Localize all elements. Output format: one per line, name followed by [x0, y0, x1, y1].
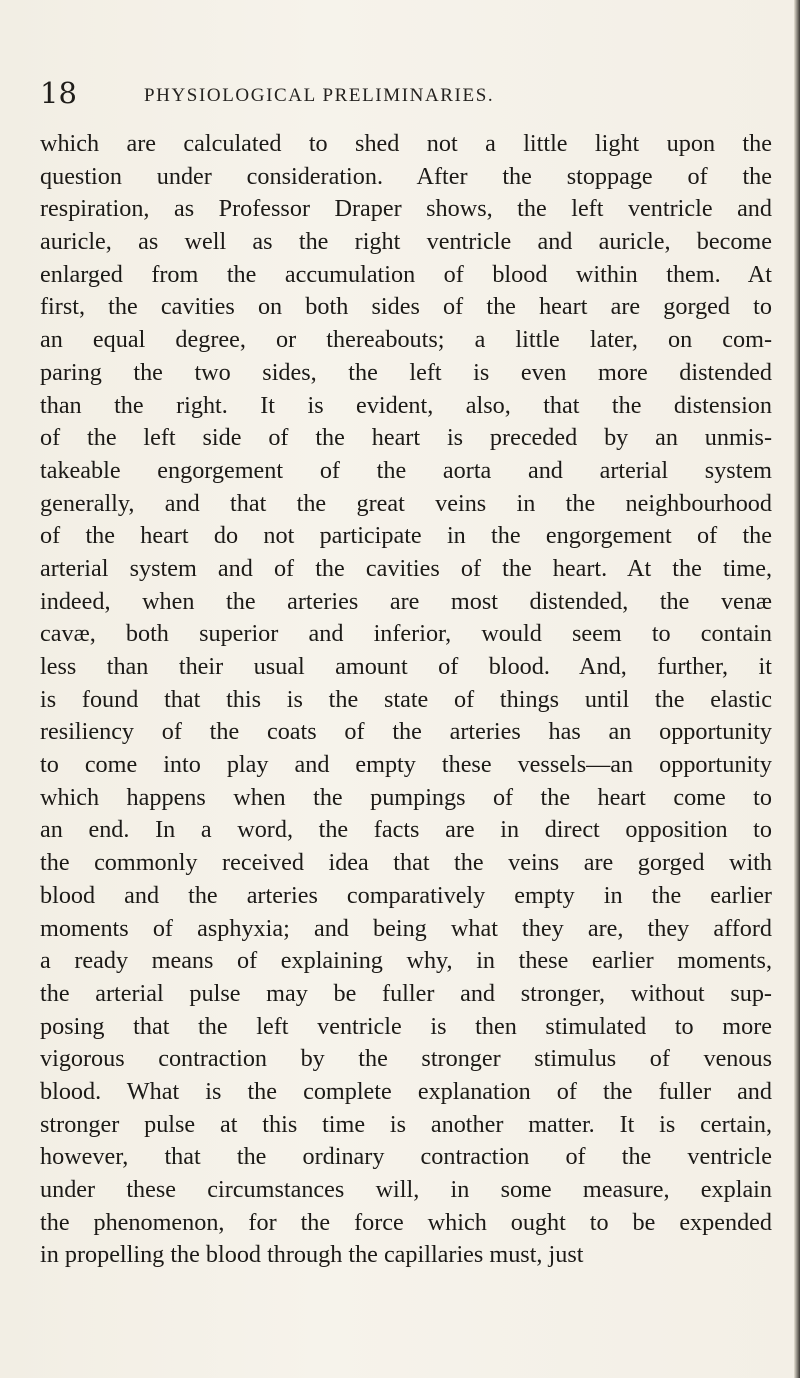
- text-line: of the left side of the heart is preceded by an unmis-: [40, 424, 772, 452]
- text-line: which are calculated to shed not a little light upon the: [40, 130, 772, 157]
- text-line: the phenomenon, for the force which ought to be expended: [40, 1208, 772, 1236]
- text-line: an equal degree, or thereabouts; a little later, on com-: [40, 326, 772, 354]
- text-line: of the heart do not participate in the engorgement of the: [40, 522, 772, 550]
- running-head: [40, 76, 760, 110]
- text-line: a ready means of explaining why, in these earlier moments,: [40, 947, 772, 975]
- text-line: first, the cavities on both sides of the heart are gorged to: [40, 293, 772, 321]
- text-line: moments of asphyxia; and being what they are, they afford: [40, 914, 772, 942]
- text-line: the arterial pulse may be fuller and stronger, without sup-: [40, 979, 772, 1007]
- text-line: an end. In a word, the facts are in direct opposition to: [40, 816, 772, 844]
- text-line: vigorous contraction by the stronger stimulus of venous: [40, 1045, 772, 1073]
- text-line: question under consideration. After the stoppage of the: [40, 162, 772, 190]
- text-line: paring the two sides, the left is even more distended: [40, 358, 772, 386]
- text-line: to come into play and empty these vessels—an opportunity: [40, 751, 772, 779]
- text-line: cavæ, both superior and inferior, would seem to contain: [40, 620, 772, 648]
- body-text: [40, 128, 772, 1272]
- text-line: indeed, when the arteries are most distended, the venæ: [40, 587, 772, 615]
- text-line: respiration, as Professor Draper shows, the left ventricle and: [40, 195, 772, 223]
- text-line: less than their usual amount of blood. And, further, it: [40, 653, 772, 680]
- page-edge-shadow: [794, 0, 800, 1378]
- running-title: PHYSIOLOGICAL PRELIMINARIES.: [144, 85, 495, 106]
- text-line: under these circumstances will, in some measure, explain: [40, 1176, 772, 1203]
- text-line: the commonly received idea that the veins are gorged with: [40, 849, 772, 877]
- text-line: arterial system and of the cavities of the heart. At the time,: [40, 554, 772, 582]
- page-number: 18: [40, 76, 77, 110]
- text-line: stronger pulse at this time is another matter. It is certain,: [40, 1110, 772, 1138]
- text-line: resiliency of the coats of the arteries has an opportunity: [40, 718, 772, 746]
- text-line: however, that the ordinary contraction of the ventricle: [40, 1143, 772, 1171]
- text-line: blood. What is the complete explanation of the fuller and: [40, 1077, 772, 1105]
- text-line: blood and the arteries comparatively empty in the earlier: [40, 881, 772, 909]
- text-line: takeable engorgement of the aorta and arterial system: [40, 456, 772, 484]
- text-line: auricle, as well as the right ventricle and auricle, become: [40, 228, 772, 256]
- text-line: generally, and that the great veins in the neighbourhood: [40, 489, 772, 517]
- text-line: enlarged from the accumulation of blood within them. At: [40, 260, 772, 288]
- text-line: which happens when the pumpings of the heart come to: [40, 783, 772, 811]
- text-line: in propelling the blood through the capillaries must, just: [40, 1241, 584, 1269]
- text-line: is found that this is the state of things until the elastic: [40, 685, 772, 713]
- text-line: than the right. It is evident, also, that the distension: [40, 391, 772, 419]
- text-line: posing that the left ventricle is then stimulated to more: [40, 1012, 772, 1040]
